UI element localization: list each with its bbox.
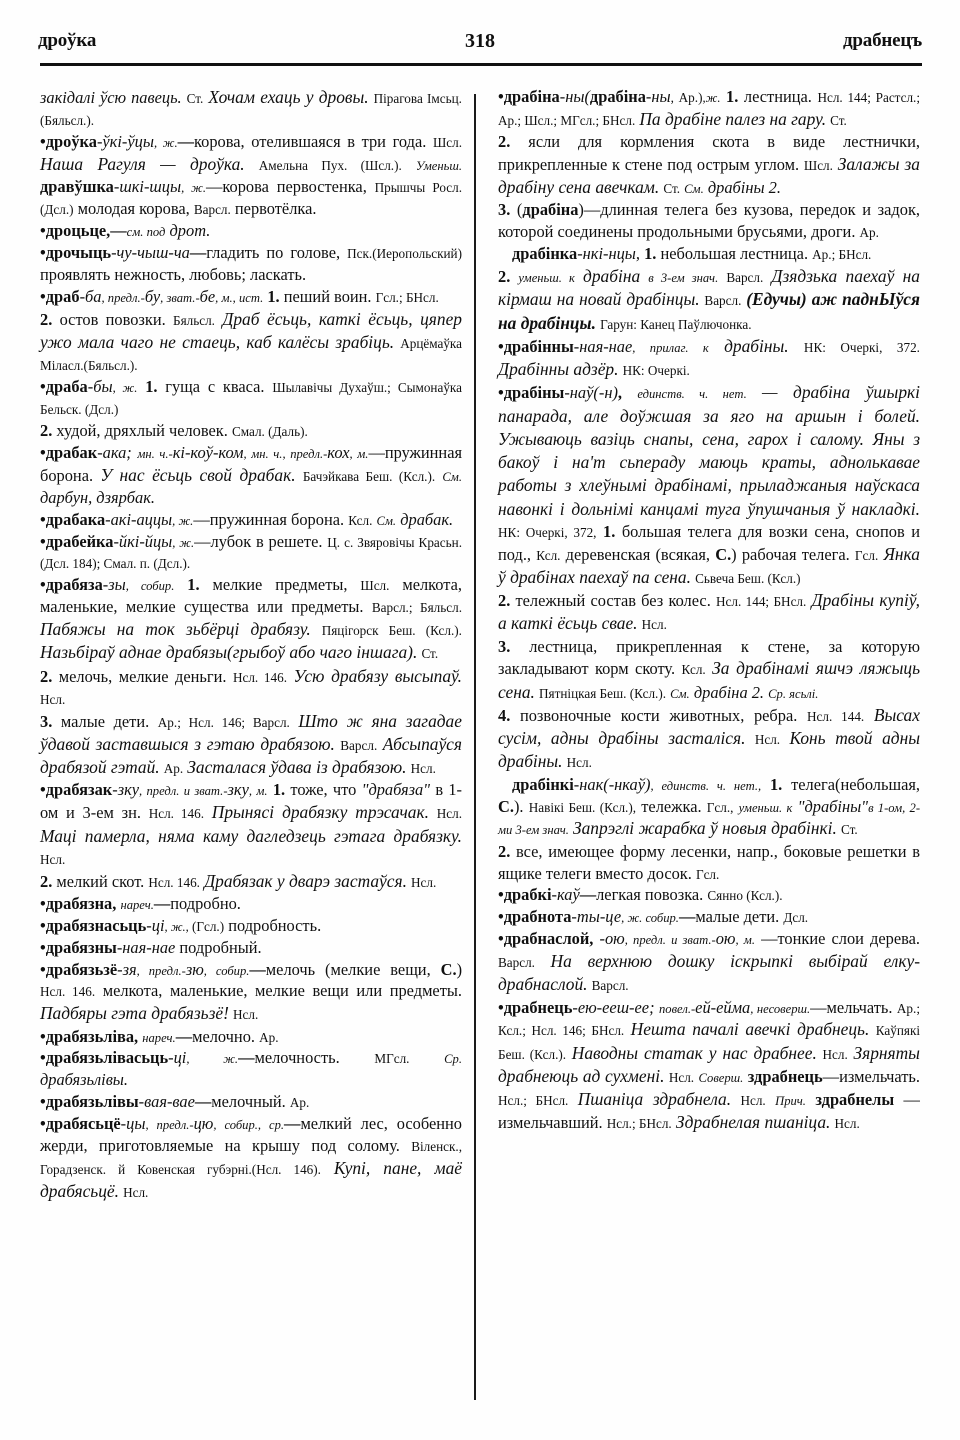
dictionary-entry: •драбнець-ею-ееш-ее; повел.-ей-ейма, несоверш.—мельчать. Ар.; Ксл.; Нсл. 146; БНсл. Нешта пачалі авечкі драбнець. Каўпякі Беш. (Ксл.). Наводны статак у нас драбнее. Нсл. Зярняты драбнеюць ад сухмені. Нсл. Соверш. здрабнець—измельчать. Нсл.; БНсл. Пшаніца здрабнела. Нсл. Прич. здрабнелы —измельчавший. Нсл.; БНсл. Здрабнелая пшаніца. Нсл. [498, 997, 921, 1133]
header-right-word: драбнецъ [843, 30, 922, 51]
header-rule [40, 63, 922, 66]
entry-continuation: закідалі ўсю павець. Ст. Хочам ехаць у дровы. Пірагова Імсьц.(Бяльсл.). [40, 87, 462, 129]
dictionary-sense: 2. ясли для кормления скота в виде лестнички, прикрепленные к стене под острым углом. Шсл. Залажы за драбіну сена авечкам. Ст. См. драбіны 2. [498, 132, 920, 198]
dictionary-sense: 4. позвоночные кости животных, ребра. Нсл. 144. Высах сусім, адны драбіны засталіся. Нсл. Конь твой адны драбіны. Нсл. [498, 704, 920, 772]
column-right [498, 86, 920, 1135]
dictionary-sense: 3. (драбіна)—длинная телега без кузова, передок и задок, которой соединены продольными брусьями, дроги. Ар. [498, 200, 921, 242]
header-left-word: дроўка [38, 30, 97, 51]
dictionary-entry: •драб-ба, предл.-бу, зват.-бе, м., ист. 1. пеший воин. Гсл.; БНсл. [40, 286, 439, 306]
dictionary-entry: •дроцьце,—см. под дрот. [40, 221, 211, 241]
dictionary-sense: 2. худой, дряхлый человек. Смал. (Даль). [40, 420, 308, 440]
dictionary-entry: •драбака-акі-аццы, ж.—пружинная борона. Ксл. См. драбак. [40, 509, 454, 529]
dictionary-sense: 2. мелкий скот. Нсл. 146. Драбязак у дварэ застаўся. Нсл. [40, 870, 437, 891]
dictionary-sense: 2. остов повозки. Бяльсл. Драб ёсьць, каткі ёсьць, цяпер ужо мала чаго не стаець, каб калёсы зрабіць. Арцёмаўка Міласл.(Бяльсл.). [40, 308, 462, 374]
dictionary-entry: •драба-бы, ж. 1. гуща с кваса. Шылавічы Духаўш.; Сымонаўка Бельск. (Дсл.) [40, 376, 462, 417]
running-header [38, 30, 922, 60]
dictionary-entry: •драбак-ака; мн. ч.-кі-коў-ком, мн. ч., предл.-кох, м.—пружинная борона. У нас ёсьць свой драбак. Бачэйкава Беш. (Ксл.). См. дарбун, дзярбак. [40, 442, 463, 507]
dictionary-entry: •драбязьліва, нареч.—мелочно. Ар. [40, 1026, 279, 1046]
dictionary-entry: •драбейка-йкі-йцы, ж.—лубок в решете. Ц. с. Звяровічы Красьн. (Дсл. 184); Смал. п. (Дсл.). [40, 531, 463, 572]
dictionary-entry: •драбяза-зы, собир. 1. мелкие предметы, Шсл. мелкота, маленькие, мелкие существа или предметы. Варсл.; Бяльсл. Пабяжы на ток зьбёрці драбязу. Пяцігорск Беш. (Ксл.). Назьбіраў аднае драбязы(грыбоў або чаго іншага). Ст. [40, 575, 463, 663]
dictionary-sense: 3. лестница, прикрепленная к стене, за которую закладывают корм скоту. Ксл. За драбінамі яшчэ ляжыць сена. Пятніцкая Беш. (Ксл.). См. драбіна 2. Ср. ясьлі. [498, 636, 920, 702]
dictionary-sense: 2. все, имеющее форму лесенки, напр., боковые решетки в ящике телеги вместо досок. Гсл. [498, 841, 920, 883]
text-body [0, 86, 960, 1416]
dictionary-entry: •драбінны-ная-нае, прилаг. к драбіны. НК: Очеркі, 372. Драбінны адзёр. НК: Очеркі. [498, 335, 920, 380]
column-left [40, 86, 462, 1203]
dictionary-entry: •драбязны-ная-нае подробный. [40, 937, 262, 957]
dictionary-entry: •драбнаслой, -ою, предл. и зват.-ою, м. —тонкие слои дерева. Варсл. На верхнюю дошку іскрыпкі выбірай елку-драбнаслой. Варсл. [498, 929, 921, 995]
dictionary-entry: •драбкі-каў—легкая повозка. Сянно (Ксл.). [498, 885, 783, 905]
dictionary-entry: •драбіна-ны(драбіна-ны, Ар.),ж. 1. лестница. Нсл. 144; Растсл.; Ар.; Шсл.; МГсл.; БНсл. Па драбіне палез на гару. Ст. [498, 87, 920, 129]
dictionary-entry: •драбязьлівы-вая-вае—мелочный. Ар. [40, 1092, 310, 1112]
dictionary-entry: •драбясьцё-цы, предл.-цю, собир., ср.—мелкий лес, особенно жерди, приготовляемые на крышу под солому. Віленск., Горадзенск. й Ковенская губэрні.(Нсл. 146). Купі, пане, маё драбясьцё. Нсл. [40, 1114, 462, 1202]
dictionary-entry: •драбнота-ты-це, ж. собир.—малые дети. Дсл. [498, 907, 809, 927]
dictionary-sense: 3. малые дети. Ар.; Нсл. 146; Варсл. Што ж яна загадае ўдавой заставшыся з гэтаю драбязою. Варсл. Абсыпаўся драбязой гэтай. Ар. Засталася ўдава із драбязою. Нсл. [40, 710, 462, 778]
dictionary-sense: 2. мелочь, мелкие деньги. Нсл. 146. Усю драбязу высыпаў. Нсл. [40, 665, 463, 707]
dictionary-entry: •драбязьзё-зя, предл.-зю, собир.—мелочь (мелкие вещи, С.) Нсл. 146. мелкота, маленькие, мелкие вещи или предметы. Падбяры гэта драбязьзё! Нсл. [40, 959, 463, 1024]
dictionary-entry: •дроўка-ўкі-ўцы, ж.—корова, отелившаяся в три года. Шсл. Наша Рагуля — дроўка. Амельна Пух. (Шсл.). Уменьш. дравўшка-шкі-шцы, ж.—корова первостенка, Прышчы Росл. (Дсл.) молодая корова, Варсл. первотёлка. [40, 132, 462, 219]
dictionary-sense: 2. тележный состав без колес. Нсл. 144; БНсл. Драбіны купіў, а каткі ёсьць свае. Нсл. [498, 590, 920, 634]
dictionary-entry: •драбязна, нареч.—подробно. [40, 893, 241, 913]
dictionary-entry: •драбязьлівасьць-ці, ж.—мелочность. МГсл. Ср. драбязьлівы. [40, 1048, 462, 1090]
column-divider [474, 94, 476, 1400]
dictionary-subentry: драбінка-нкі-нцы, 1. небольшая лестница. Ар.; БНсл. [512, 244, 872, 264]
dictionary-entry: •драбязак-зку, предл. и зват.-зку, м. 1. тоже, что "драбяза" в 1-ом и 3-ем зн. Нсл. 146. Прынясі драбязку трэсачак. Нсл. Маці памерла, няма каму дагледзець гэтага драбязку. Нсл. [40, 780, 463, 867]
page-number: 318 [465, 30, 495, 52]
dictionary-entry: •драбязнасьць-ці, ж., (Гсл.) подробность. [40, 915, 322, 935]
dictionary-sense: 2. уменьш. к драбіна в 3-ем знач. Варсл. Дзядзька паехаў на кірмаш на новай драбінцы. Варсл. (Едучы) аж паднЫўся на драбінцы. Гарун: Канец Паўлючонка. [498, 266, 920, 333]
dictionary-subentry: драбінкі-нак(-нкаў), единств. ч. нет., 1. телега(небольшая, С.). Навікі Беш. (Ксл.), тележка. Гсл., уменьш. к "драбіны"в 1-ом, 2-ми 3-ем знач. Запрэглі жарабка ў новыя драбінкі. Ст. [498, 774, 921, 839]
dictionary-entry: •дрочыць-чу-чыш-ча—гладить по голове, Пск.(Иеропольский) проявлять нежность, любовь; ласкать. [40, 242, 462, 284]
dictionary-entry: •драбіны-наў(-н), единств. ч. нет. — драбіна ўшыркі панарада, але доўжшая за яго на аршын і болей. Ужываюць вазіць снапы, сена, гарох і салому. Яны з бакоў і на'т сьпераду маюць краты, аднолькавае работы з хлеўнымі драбінамі, прыладжаныя наўскаса навонкі і дольнімі канцамі туга ўпушчаныя ў накладкі. НК: Очеркі, 372, 1. большая телега для возки сена, снопов и под., Ксл. деревенская (всякая, С.) рабочая телега. Гсл. Янка ў драбінах паехаў па сена. Сьвеча Беш. (Ксл.) [498, 382, 920, 587]
